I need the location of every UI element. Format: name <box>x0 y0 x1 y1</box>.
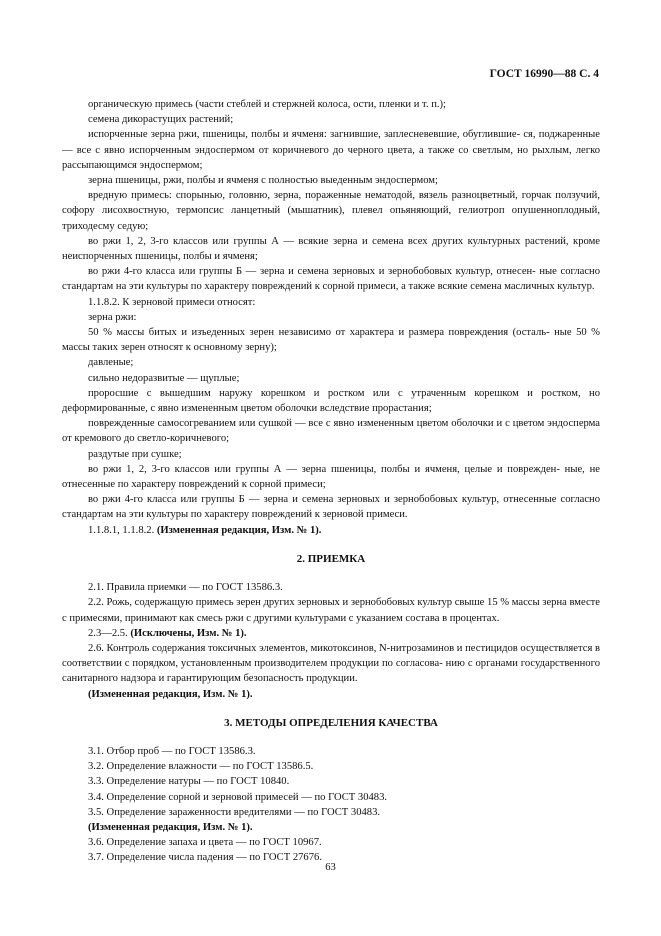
list-item: 3.1. Отбор проб — по ГОСТ 13586.3. <box>88 745 256 757</box>
list-item: 3.4. Определение сорной и зерновой примесей — по ГОСТ 30483. <box>88 791 388 803</box>
paragraph: во ржи 4-го класса или группы Б — зерна и семена зерновых и зернобобовых культур, отнесенные согласно стандартам на эти культуры по характеру повреждений к зерновой примеси. <box>62 494 600 521</box>
document-body <box>62 97 600 866</box>
amendment-note <box>62 523 600 538</box>
section-title: 3. МЕТОДЫ ОПРЕДЕЛЕНИЯ КАЧЕСТВА <box>224 716 438 729</box>
paragraph: зерна ржи: <box>88 311 137 323</box>
section-title: 2. ПРИЕМКА <box>296 552 366 565</box>
amendment-prefix: 1.1.8.1, 1.1.8.2. <box>88 524 157 536</box>
amendment-bold: (Измененная редакция, Изм. № 1). <box>156 524 322 536</box>
list-item: 3.2. Определение влажности — по ГОСТ 13586.5. <box>88 761 314 773</box>
page-number: 63 <box>325 862 336 873</box>
paragraph: 2.1. Правила приемки — по ГОСТ 13586.3. <box>88 582 283 594</box>
amendment-bold: (Исключены, Изм. № 1). <box>130 627 247 639</box>
paragraph: зерна пшеницы, ржи, полбы и ячменя с полностью выеденным эндоспермом; <box>88 175 438 187</box>
paragraph: органическую примесь (части стеблей и стержней колоса, ости, пленки и т. п.); <box>88 99 446 110</box>
paragraph: во ржи 1, 2, 3-го классов или группы А — всякие зерна и семена всех других культурных растений, кроме неиспорченных пшеницы, полбы и ячменя; <box>62 235 600 263</box>
paragraph: 1.1.8.2. К зерновой примеси относят: <box>88 296 256 308</box>
paragraph: давленые; <box>88 357 134 369</box>
paragraph: во ржи 1, 2, 3-го классов или группы А — зерна пшеницы, полбы и ячменя, целые и поврежден- ные, не отнесенные по характеру повреждений к сорной примеси; <box>62 463 600 491</box>
page-header: ГОСТ 16990—88 С. 4 <box>489 68 599 80</box>
list-item: 3.3. Определение натуры — по ГОСТ 10840. <box>88 776 290 788</box>
paragraph: раздутые при сушке; <box>88 448 182 460</box>
paragraph: во ржи 4-го класса или группы Б — зерна и семена зерновых и зернобобовых культур, отнесен- ные согласно стандартам на эти культуры по характеру повреждений к сорной примеси, а также всякие семена масличных культур. <box>62 266 600 293</box>
list-item: 3.7. Определение числа падения — по ГОСТ 27676. <box>88 852 322 864</box>
paragraph: 2.6. Контроль содержания токсичных элементов, микотоксинов, N-нитрозаминов и пестицидов осуществляется в соответствии с порядком, установленным производителем продукции по согласова- нию с органами государственного санитарного надзора и гарантирующим безопасность продукции. <box>62 642 600 685</box>
paragraph: испорченные зерна ржи, пшеницы, полбы и ячменя: загнившие, заплесневевшие, обуглившие- ся, поджаренные — все с явно испорченным эндоспермом от коричневого до черного цвета, а также со светлым, но рыхлым, легко рассыпающимся эндоспермом; <box>62 129 600 171</box>
paragraph: 50 % массы битых и изъеденных зерен независимо от характера и размера повреждения (осталь- ные 50 % массы таких зерен относят к основному зерну); <box>62 327 600 354</box>
list-item: 3.6. Определение запаха и цвета — по ГОСТ 10967. <box>88 837 322 849</box>
amendment-note: (Измененная редакция, Изм. № 1). <box>88 821 253 833</box>
list-item: 3.5. Определение зараженности вредителями — по ГОСТ 30483. <box>88 806 381 818</box>
paragraph: вредную примесь: спорынью, головню, зерна, пораженные нематодой, вязель разноцветный, горчак ползучий, софору лисохвостную, термопсис ланцетный (мышатник), плевел опьяняющий, гелиотроп опушенноплодный, триходесму седую; <box>62 190 600 232</box>
paragraph: семена дикорастущих растений; <box>88 114 234 126</box>
paragraph: поврежденные самосогреванием или сушкой — все с явно измененным цветом оболочки и с цветом эндосперма от кремового до светло-коричневого; <box>62 418 600 445</box>
paragraph: сильно недоразвитые — щуплые; <box>88 372 240 384</box>
amendment-note <box>62 626 600 641</box>
paragraph: проросшие с вышедшим наружу корешком и ростком или с утраченным корешком и ростком, но деформированные, с явно измененным цветом оболочки вследствие прорастания; <box>62 387 600 415</box>
amendment-prefix: 2.3—2.5. <box>88 627 131 639</box>
paragraph: 2.2. Рожь, содержащую примесь зерен других зерновых и зернобобовых культур свыше 15 % массы зерна вместе с примесями, принимают как смесь ржи с другими культурами с указанием состава в процентах. <box>62 597 600 624</box>
amendment-note: (Измененная редакция, Изм. № 1). <box>88 688 253 700</box>
